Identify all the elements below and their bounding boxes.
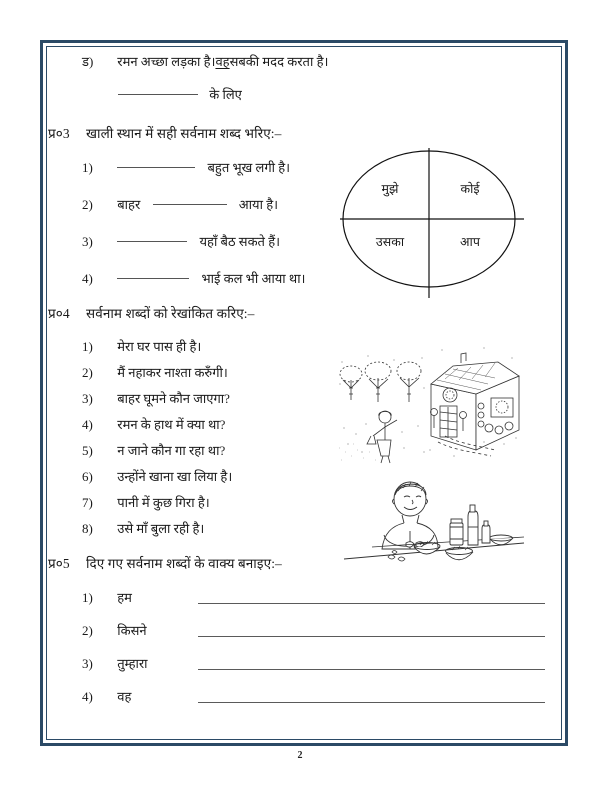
question-5-heading-row [48,554,282,572]
fill-blank-2[interactable] [153,204,227,205]
question-3-heading-row [48,124,282,142]
item-number: 4) [82,417,93,432]
carryover-item [82,52,328,70]
answer-line-2[interactable] [198,636,545,637]
item-word: वह [117,689,132,704]
item-number: 5) [82,443,93,458]
carryover-underlined-word: वह [215,54,230,69]
word-bank-bottom-right: आप [460,235,480,249]
item-text: आया है। [238,197,279,212]
question-3-heading: खाली स्थान में सही सर्वनाम शब्द भरिए:– [86,126,282,141]
question-3-item-3 [82,232,280,250]
item-text: उन्होंने खाना खा लिया है। [117,469,233,484]
item-text: पानी में कुछ गिरा है। [117,495,210,510]
oval-word-bank [340,148,530,298]
oval-word-bank-shape [340,148,530,298]
item-number: 8) [82,521,93,536]
question-5-item [82,654,148,672]
item-text-before: बाहर [117,197,141,212]
item-number: 1) [82,339,93,354]
question-4-item [82,467,232,485]
word-bank-top-right: कोई [460,182,480,196]
item-text: बहुत भूख लगी है। [207,160,291,175]
question-5-item [82,588,132,606]
question-4-item [82,441,225,459]
answer-line-1[interactable] [198,603,545,604]
item-text: यहाँ बैठ सकते हैं। [199,234,281,249]
fill-blank-1[interactable] [117,167,195,168]
item-number: 4) [82,271,93,286]
question-4-item [82,493,210,511]
item-word: हम [117,590,132,605]
question-3-label: प्र०3 [48,126,70,141]
item-number: 7) [82,495,93,510]
question-5-heading: दिए गए सर्वनाम शब्दों के वाक्य बनाइए:– [86,556,282,571]
item-text: मेरा घर पास ही है। [117,339,202,354]
page-number: 2 [297,750,303,761]
item-number: 6) [82,469,93,484]
answer-line-3[interactable] [198,669,545,670]
item-text: मैं नहाकर नाश्ता करुँगी। [117,365,228,380]
word-bank-top-left: मुझे [381,182,399,196]
question-5-item [82,621,147,639]
question-4-item [82,415,225,433]
question-3-item-2 [82,195,278,213]
question-4-label: प्र०4 [48,306,70,321]
question-4-item [82,363,228,381]
item-text: रमन के हाथ में क्या था? [117,417,226,432]
fill-blank-3[interactable] [117,241,187,242]
item-number: 3) [82,234,93,249]
item-text: न जाने कौन गा रहा था? [117,443,226,458]
carryover-blank[interactable] [118,94,198,95]
fill-blank-4[interactable] [117,278,189,279]
gingerbread-house-illustration [333,332,526,465]
carryover-text-after: सबकी मदद करता है। [229,54,329,69]
word-bank-bottom-left: उसका [375,235,405,249]
item-number: 3) [82,656,93,671]
question-5-item [82,687,131,705]
item-text: उसे माँ बुला रही है। [117,521,205,536]
answer-line-4[interactable] [198,702,545,703]
item-text: भाई कल भी आया था। [201,271,306,286]
question-4-item [82,337,201,355]
question-5-label: प्र०5 [48,556,70,571]
worksheet-content [40,40,568,746]
question-4-item [82,389,230,407]
question-3-item-1 [82,158,290,176]
carryover-followup-row [118,85,242,103]
carryover-text-before: रमन अच्छा लड़का है। [117,54,216,69]
question-4-item [82,519,204,537]
item-number: 4) [82,689,93,704]
item-number: 2) [82,623,93,638]
item-number: 3) [82,391,93,406]
item-word: किसने [117,623,147,638]
carryover-label: ड) [82,54,94,69]
question-4-heading-row [48,304,254,322]
carryover-followup-suffix: के लिए [209,87,242,102]
question-4-heading: सर्वनाम शब्दों को रेखांकित करिए:– [86,306,255,321]
item-text: बाहर घूमने कौन जाएगा? [117,391,230,406]
item-word: तुम्हारा [117,656,148,671]
boy-at-table-illustration [342,477,526,569]
question-3-item-4 [82,269,306,287]
item-number: 1) [82,590,93,605]
item-number: 1) [82,160,93,175]
item-number: 2) [82,197,93,212]
item-number: 2) [82,365,93,380]
